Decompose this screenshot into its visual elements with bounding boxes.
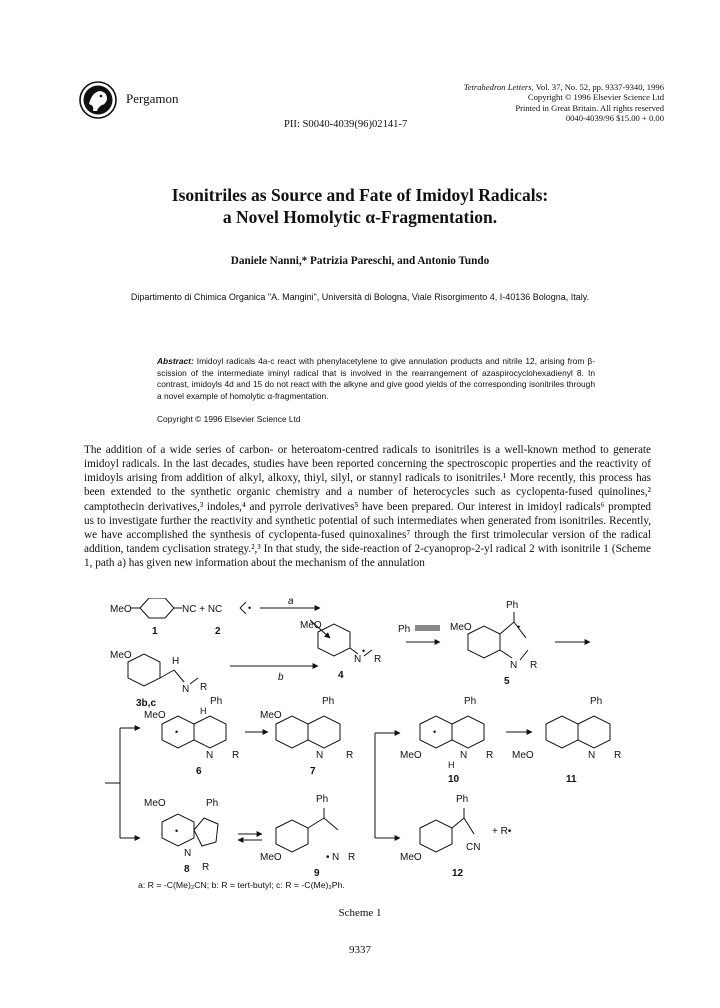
svg-text:•: • xyxy=(517,622,521,632)
svg-text:MeO: MeO xyxy=(260,852,282,863)
copyright-line: Copyright © 1996 Elsevier Science Ltd xyxy=(527,92,664,103)
svg-text:N: N xyxy=(316,750,324,761)
page-number: 9337 xyxy=(349,944,371,956)
paragraph: The addition of a wide series of carbon- or heteroatom-centred radicals to isonitriles is a well-known method to generate imidoyl radicals. In the last decades, studies have been reported concerning the spectroscopic properties and the reactivity of imidoyls arising from addition of alkyl, alkoxy, thiyl, silyl, or stannyl radicals to isonitriles.¹ More recently, this process has been extended to the synthetic organic chemistry and a number of heterocycles such as cyclopenta-fused quinolines,² camptothecin derivatives,³ indoles,⁴ and pyrrole derivatives⁵ have been prepared. Our interest in imidoyl radicals⁶ prompted us to investigate further the reactivity and synthetic potential of such intermediates when generated from isonitriles. Recently, we have accomplished the synthesis of cyclopenta-fused quinoxalines⁷ through the first trimolecular version of the radical addition, tandem cyclisation strategy.²,³ In that study, the side-reaction of 2-cyanoprop-2-yl radical 2 with isonitrile 1 (Scheme 1, path a) has given new information about the mechanism of the annulation xyxy=(84,444,651,570)
svg-text:MeO: MeO xyxy=(260,710,282,721)
journal-info xyxy=(334,82,664,124)
svg-text:N: N xyxy=(182,684,190,695)
title-line-1: Isonitriles as Source and Fate of Imidoyl Radicals: xyxy=(171,185,549,205)
authors: Daniele Nanni,* Patrizia Pareschi, and Antonio Tundo xyxy=(230,255,490,267)
compound-4 xyxy=(300,620,381,681)
svg-text:Ph: Ph xyxy=(316,794,329,805)
svg-text:N: N xyxy=(510,660,518,671)
svg-text:MeO: MeO xyxy=(450,622,472,633)
svg-text:12: 12 xyxy=(452,868,464,879)
price-line: 0040-4039/96 $15.00 + 0.00 xyxy=(565,113,664,124)
abstract-text: Imidoyl radicals 4a-c react with phenylacetylene to give annulation products and nitrile 12, arising from β-scission of the intermediate iminyl radical that is involved in the rearrangement of azaspirocyclohexadienyl 8. In contrast, imidoyls 4d and 15 do not react with the alkyne and give good yields of the corresponding isonitriles through a novel example of homolytic α-fragmentation. xyxy=(157,356,595,401)
paper-title xyxy=(60,184,660,228)
svg-text:•: • xyxy=(326,852,330,863)
svg-text:2: 2 xyxy=(215,626,221,637)
svg-text:•: • xyxy=(248,603,252,613)
svg-text:R: R xyxy=(486,750,494,761)
scheme-caption: Scheme 1 xyxy=(338,907,382,919)
svg-text:MeO: MeO xyxy=(144,710,166,721)
abstract-label: Abstract: xyxy=(157,356,194,366)
compound-5 xyxy=(450,600,537,687)
svg-text:11: 11 xyxy=(566,774,577,785)
svg-text:•: • xyxy=(175,826,179,836)
svg-text:7: 7 xyxy=(310,766,316,777)
svg-text:Ph: Ph xyxy=(456,794,469,805)
compound-10 xyxy=(400,696,493,785)
svg-text:4: 4 xyxy=(338,670,344,681)
svg-text:N: N xyxy=(460,750,468,761)
svg-text:N: N xyxy=(206,750,214,761)
svg-text:•: • xyxy=(175,727,179,737)
svg-text:R: R xyxy=(614,750,622,761)
svg-text:MeO: MeO xyxy=(110,650,132,661)
svg-text:R: R xyxy=(346,750,354,761)
svg-text:MeO: MeO xyxy=(144,798,166,809)
svg-text:Ph: Ph xyxy=(206,798,219,809)
svg-text:1: 1 xyxy=(152,626,158,637)
compound-8 xyxy=(144,798,218,875)
compound-9 xyxy=(260,794,355,879)
svg-text:H: H xyxy=(200,706,207,716)
svg-text:R: R xyxy=(202,862,210,873)
svg-text:•: • xyxy=(433,727,437,737)
body-text xyxy=(84,443,651,570)
printed-line: Printed in Great Britain. All rights reserved xyxy=(515,102,664,113)
svg-text:Ph: Ph xyxy=(590,696,603,707)
svg-text:N: N xyxy=(184,848,192,859)
compound-12 xyxy=(400,794,512,879)
compound-1 xyxy=(110,598,251,637)
abstract-copyright: Copyright © 1996 Elsevier Science Ltd xyxy=(157,414,301,424)
compound-11 xyxy=(512,696,621,785)
pii: PII: S0040-4039(96)02141-7 xyxy=(284,119,408,130)
compound-7 xyxy=(260,696,353,777)
svg-text:8: 8 xyxy=(184,864,190,875)
abstract xyxy=(157,356,595,402)
svg-text:N: N xyxy=(354,654,362,665)
svg-text:MeO: MeO xyxy=(400,750,422,761)
compound-3 xyxy=(110,650,207,709)
svg-text:MeO: MeO xyxy=(512,750,534,761)
svg-text:H: H xyxy=(448,760,455,770)
affiliation: Dipartimento di Chimica Organica "A. Mangini", Università di Bologna, Viale Risorgimento 4, I-40136 Bologna, Italy. xyxy=(130,292,590,302)
svg-text:10: 10 xyxy=(448,774,460,785)
journal-volume: Vol. 37, No. 52, pp. 9337-9340, 1996 xyxy=(533,82,664,92)
svg-text:5: 5 xyxy=(504,676,510,687)
compound-6 xyxy=(144,696,239,777)
svg-text:Ph: Ph xyxy=(322,696,335,707)
svg-text:6: 6 xyxy=(196,766,202,777)
publisher-name: Pergamon xyxy=(126,91,179,106)
svg-text:NC + NC: NC + NC xyxy=(182,604,223,615)
svg-text:+ R•: + R• xyxy=(492,826,512,837)
publisher-logo xyxy=(78,80,118,120)
svg-text:MeO: MeO xyxy=(300,620,322,631)
svg-text:H: H xyxy=(172,656,180,667)
reaction-scheme xyxy=(100,598,640,888)
svg-text:CN: CN xyxy=(466,842,481,853)
scheme-legend: a: R = -C(Me)₂CN; b: R = tert-butyl; c: R = -C(Me)₂Ph. xyxy=(138,880,345,890)
journal-name: Tetrahedron Letters, xyxy=(463,82,534,92)
svg-text:R: R xyxy=(200,682,208,693)
svg-text:Ph: Ph xyxy=(210,696,223,707)
svg-text:Ph: Ph xyxy=(398,624,411,635)
svg-text:Ph: Ph xyxy=(464,696,477,707)
svg-text:N: N xyxy=(332,852,340,863)
svg-text:Ph: Ph xyxy=(506,600,519,611)
svg-text:R: R xyxy=(348,852,356,863)
svg-text:•: • xyxy=(362,646,366,656)
title-line-2: a Novel Homolytic α-Fragmentation. xyxy=(222,207,498,227)
svg-text:R: R xyxy=(232,750,240,761)
svg-text:N: N xyxy=(588,750,596,761)
svg-text:b: b xyxy=(278,672,284,683)
svg-text:R: R xyxy=(530,660,538,671)
svg-text:R: R xyxy=(374,654,382,665)
svg-text:a: a xyxy=(288,598,294,607)
svg-text:9: 9 xyxy=(314,868,320,879)
svg-text:MeO: MeO xyxy=(400,852,422,863)
svg-text:MeO: MeO xyxy=(110,604,132,615)
svg-text:3b,c: 3b,c xyxy=(136,698,157,709)
